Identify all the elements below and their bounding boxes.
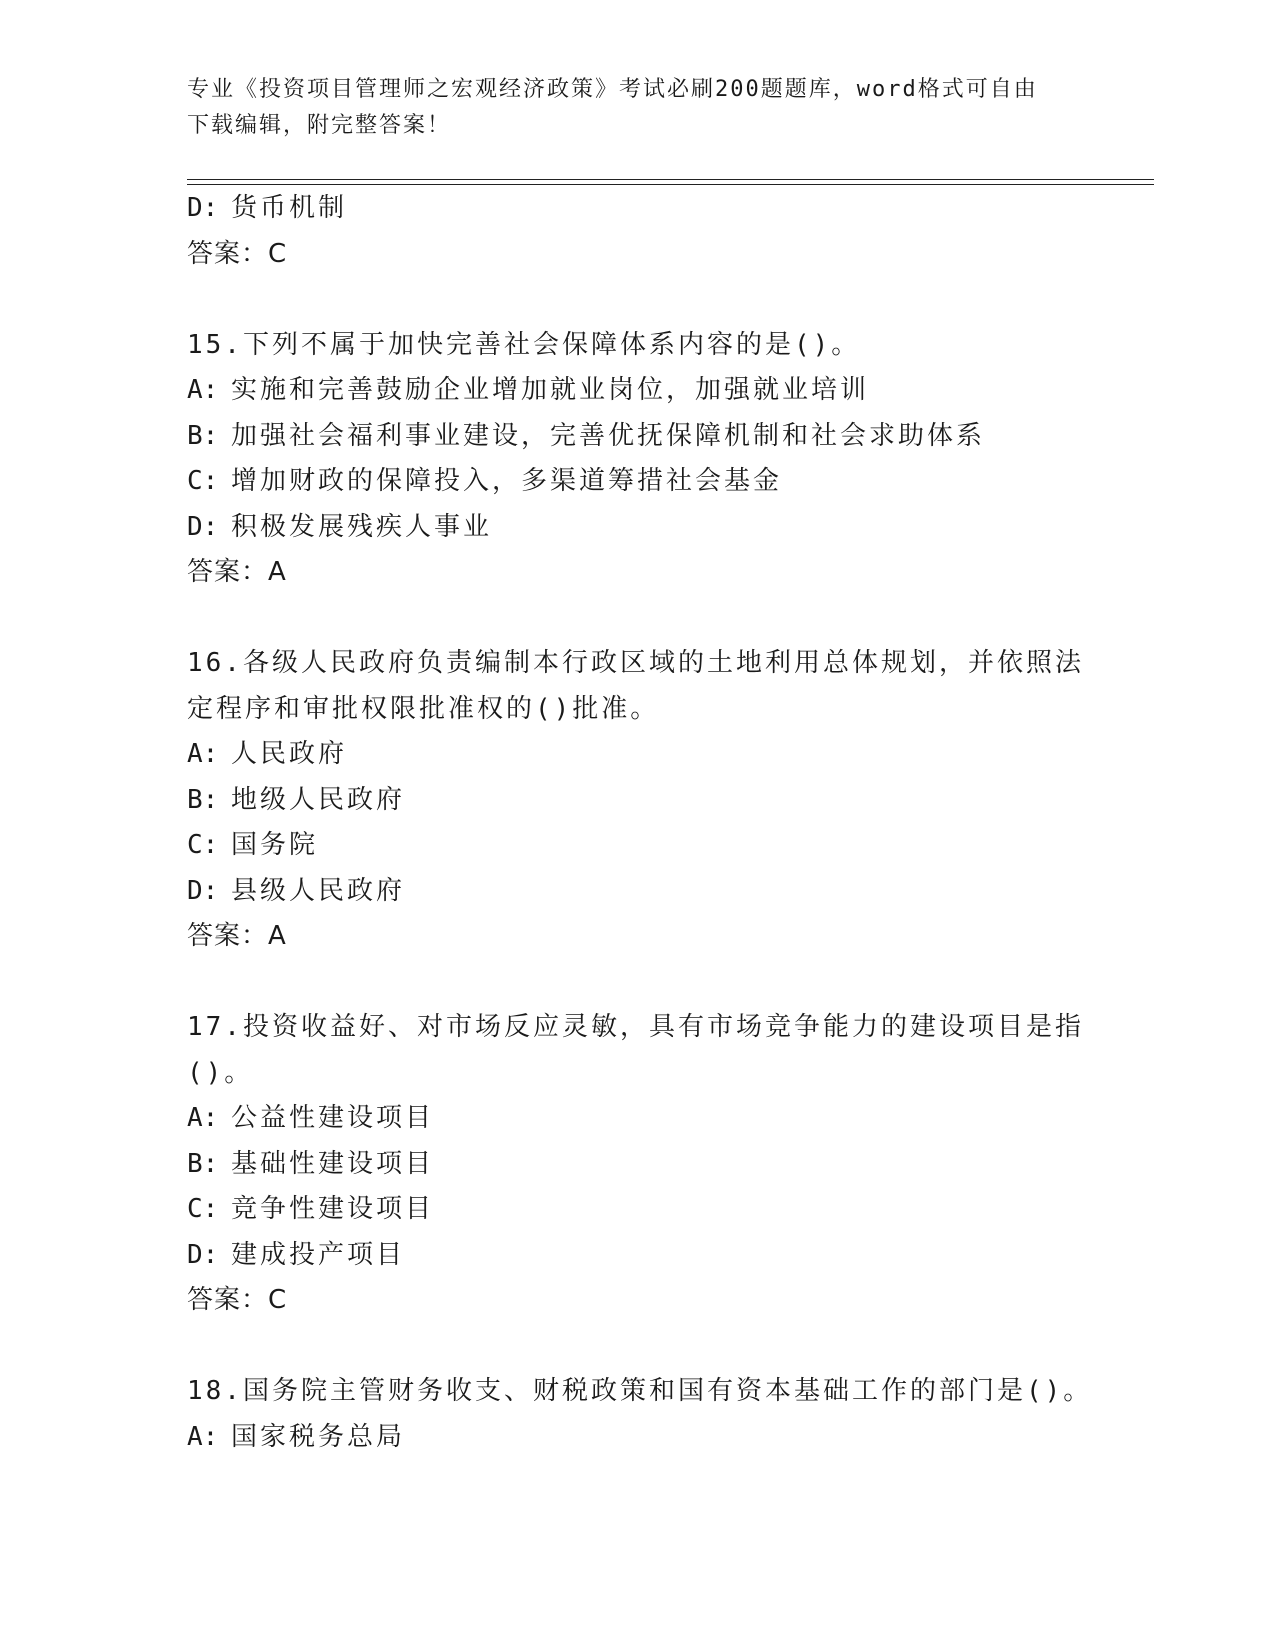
option-d [187, 869, 1087, 915]
answer-line: 答案：C [187, 238, 288, 269]
option-text: 积极发展残疾人事业 [231, 511, 493, 542]
option-a [187, 1096, 1087, 1142]
question-stem-line-1: 17.投资收益好、对市场反应灵敏，具有市场竞争能力的建设项目是指 [187, 1012, 1084, 1042]
spacer [187, 596, 1087, 642]
option-text: 县级人民政府 [231, 875, 406, 906]
option-label: B: [187, 420, 219, 451]
option-a [187, 368, 1087, 414]
option-b [187, 778, 1087, 824]
option-label: C: [187, 1194, 219, 1224]
option-label: D: [187, 875, 219, 906]
option-text: 建成投产项目 [231, 1239, 406, 1270]
option-label: C: [187, 830, 219, 860]
header-title-line-2: 下载编辑，附完整答案！ [187, 113, 452, 138]
option-d [187, 1233, 1087, 1279]
option-d [187, 186, 1087, 232]
option-text: 公益性建设项目 [231, 1103, 435, 1133]
header-divider [187, 179, 1154, 185]
option-label: A: [187, 1103, 219, 1133]
option-b [187, 1142, 1087, 1188]
answer-line: 答案：A [187, 921, 287, 951]
option-label: A: [187, 375, 219, 405]
option-label: B: [187, 1148, 219, 1179]
spacer [187, 277, 1087, 323]
option-text: 国务院 [231, 830, 319, 860]
answer-line: 答案：A [187, 557, 287, 587]
option-text: 实施和完善鼓励企业增加就业岗位，加强就业培训 [231, 375, 870, 405]
question-stem-line-2: ()。 [187, 1057, 254, 1088]
option-c [187, 1187, 1087, 1233]
option-a [187, 1415, 1087, 1461]
question-stem-line-1: 16.各级人民政府负责编制本行政区域的土地利用总体规划，并依照法 [187, 648, 1084, 678]
answer-line: 答案：C [187, 1285, 288, 1315]
option-a [187, 732, 1087, 778]
option-c [187, 459, 1087, 505]
option-c [187, 823, 1087, 869]
option-text: 基础性建设项目 [231, 1148, 435, 1179]
option-text: 竞争性建设项目 [231, 1194, 435, 1224]
question-stem-line-2: 定程序和审批权限批准权的()批准。 [187, 693, 660, 724]
option-text: 加强社会福利事业建设，完善优抚保障机制和社会求助体系 [231, 420, 986, 451]
question-16 [187, 641, 1087, 960]
question-18 [187, 1369, 1093, 1460]
question-list [187, 186, 1093, 1460]
option-label: D: [187, 511, 219, 542]
page-header [187, 72, 1087, 144]
option-text: 增加财政的保障投入，多渠道筹措社会基金 [231, 466, 783, 496]
option-text: 货币机制 [231, 193, 348, 223]
question-17 [187, 1005, 1087, 1324]
spacer [187, 960, 1087, 1006]
option-label: A: [187, 1421, 219, 1452]
option-label: C: [187, 466, 219, 496]
option-b [187, 414, 1087, 460]
question-stem: 15.下列不属于加快完善社会保障体系内容的是()。 [187, 329, 861, 360]
question-stem: 18.国务院主管财务收支、财税政策和国有资本基础工作的部门是()。 [187, 1376, 1093, 1406]
header-title-line-1: 专业《投资项目管理师之宏观经济政策》考试必刷200题题库，word格式可自由 [187, 77, 1038, 102]
option-text: 地级人民政府 [231, 784, 406, 815]
question-15 [187, 323, 1087, 596]
option-label: B: [187, 784, 219, 815]
option-label: A: [187, 739, 219, 769]
option-text: 人民政府 [231, 739, 348, 769]
spacer [187, 1324, 1087, 1370]
option-label: D: [187, 1239, 219, 1270]
option-d [187, 505, 1087, 551]
option-label: D: [187, 193, 219, 223]
option-text: 国家税务总局 [231, 1421, 406, 1452]
